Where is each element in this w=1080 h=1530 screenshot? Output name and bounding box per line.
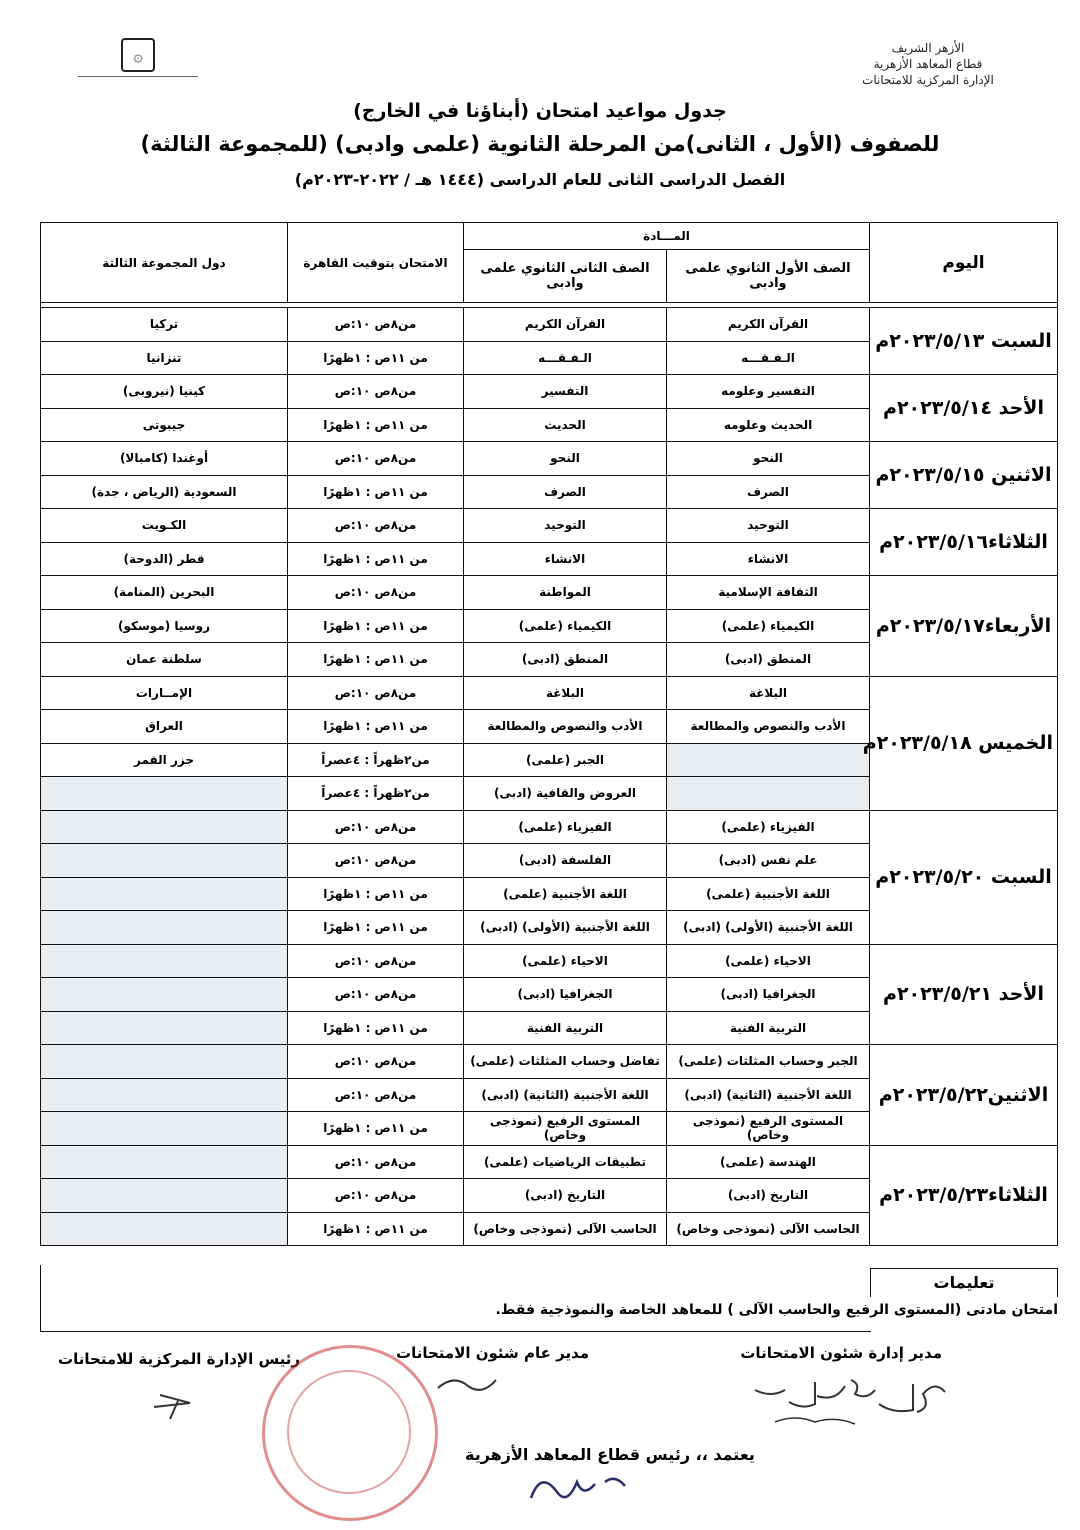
country-cell bbox=[41, 844, 288, 878]
grade2-subject-cell: الحاسب الآلى (نموذجى وخاص) bbox=[464, 1212, 667, 1246]
grade2-subject-cell: التاريخ (ادبى) bbox=[464, 1179, 667, 1213]
day-cell: الأحد ٢٠٢٣/٥/١٤م bbox=[870, 375, 1058, 442]
grade1-subject-cell: الجبر وحساب المثلثات (علمى) bbox=[667, 1045, 870, 1079]
country-cell bbox=[41, 1212, 288, 1246]
grade2-subject-cell: التفسير bbox=[464, 375, 667, 409]
country-cell: قطر (الدوحة) bbox=[41, 542, 288, 576]
handwritten-signature-name bbox=[735, 1372, 965, 1432]
time-cell: من ١١ص : ١ظهرًا bbox=[288, 877, 464, 911]
time-cell: من٨ص ١٠:ص bbox=[288, 375, 464, 409]
time-cell: من ١١ص : ١ظهرًا bbox=[288, 341, 464, 375]
org-line-sector: قطاع المعاهد الأزهرية bbox=[873, 57, 983, 71]
table-row bbox=[41, 509, 1058, 543]
country-cell: الكـويت bbox=[41, 509, 288, 543]
country-cell bbox=[41, 944, 288, 978]
grade1-subject-cell: القرآن الكريم bbox=[667, 308, 870, 342]
grade2-subject-cell: اللغة الأجنبية (الثانية) (ادبى) bbox=[464, 1078, 667, 1112]
grade2-subject-cell: الأدب والنصوص والمطالعة bbox=[464, 710, 667, 744]
grade2-subject-cell: الاحياء (علمى) bbox=[464, 944, 667, 978]
grade2-subject-cell: المواطنة bbox=[464, 576, 667, 610]
instructions-text: امتحان مادتى (المستوى الرفيع والحاسب الآلى ) للمعاهد الخاصة والنموذجية فقط. bbox=[495, 1302, 1058, 1318]
time-cell: من ١١ص : ١ظهرًا bbox=[288, 1112, 464, 1146]
time-cell: من ١١ص : ١ظهرًا bbox=[288, 1011, 464, 1045]
time-cell: من٨ص ١٠:ص bbox=[288, 676, 464, 710]
grade2-subject-cell: اللغة الأجنبية (الأولى) (ادبى) bbox=[464, 911, 667, 945]
grade2-subject-cell: الجغرافيا (ادبى) bbox=[464, 978, 667, 1012]
instructions-title: تعليمات bbox=[870, 1268, 1058, 1297]
title-main: جدول مواعيد امتحان (أبناؤنا في الخارج) bbox=[353, 100, 727, 122]
grade2-subject-cell: الـفـقـــه bbox=[464, 341, 667, 375]
country-cell: جيبوتى bbox=[41, 408, 288, 442]
grade2-subject-cell: التوحيد bbox=[464, 509, 667, 543]
table-row bbox=[41, 442, 1058, 476]
country-cell: العراق bbox=[41, 710, 288, 744]
grade1-subject-cell: الأدب والنصوص والمطالعة bbox=[667, 710, 870, 744]
country-cell: كينيا (نيروبى) bbox=[41, 375, 288, 409]
time-cell: من ١١ص : ١ظهرًا bbox=[288, 1212, 464, 1246]
day-cell: السبت ٢٠٢٣/٥/٢٠م bbox=[870, 810, 1058, 944]
azhar-logo bbox=[78, 38, 198, 87]
title-grades: للصفوف (الأول ، الثانى)من المرحلة الثانوية (علمى وادبى) (للمجموعة الثالثة) bbox=[140, 132, 940, 156]
country-cell bbox=[41, 978, 288, 1012]
grade1-subject-cell: الاحياء (علمى) bbox=[667, 944, 870, 978]
grade2-subject-cell: الجبر (علمى) bbox=[464, 743, 667, 777]
grade1-subject-cell: التوحيد bbox=[667, 509, 870, 543]
grade1-subject-cell: التفسير وعلومه bbox=[667, 375, 870, 409]
official-stamp bbox=[262, 1345, 438, 1521]
grade1-subject-cell: اللغة الأجنبية (علمى) bbox=[667, 877, 870, 911]
country-cell: تنزانيا bbox=[41, 341, 288, 375]
grade1-subject-cell: الفيزياء (علمى) bbox=[667, 810, 870, 844]
grade2-subject-cell: الكيمياء (علمى) bbox=[464, 609, 667, 643]
grade2-subject-cell: الحديث bbox=[464, 408, 667, 442]
header-grade2: الصف الثانى الثانوي علمى وادبى bbox=[464, 250, 667, 303]
grade2-subject-cell: العروض والقافية (ادبى) bbox=[464, 777, 667, 811]
day-cell: الأربعاء٢٠٢٣/٥/١٧م bbox=[870, 576, 1058, 677]
time-cell: من٢ظهراً : ٤عصراً bbox=[288, 777, 464, 811]
time-cell: من٨ص ١٠:ص bbox=[288, 1179, 464, 1213]
country-cell: البحرين (المنامة) bbox=[41, 576, 288, 610]
title-term: الفصل الدراسى الثانى للعام الدراسى (١٤٤٤ هـ / ٢٠٢٢-٢٠٢٣م) bbox=[294, 170, 786, 189]
grade2-subject-cell: النحو bbox=[464, 442, 667, 476]
org-line-azhar: الأزهر الشريف bbox=[891, 41, 965, 55]
grade1-subject-cell: الصرف bbox=[667, 475, 870, 509]
grade2-subject-cell: التربية الفنية bbox=[464, 1011, 667, 1045]
country-cell: جزر القمر bbox=[41, 743, 288, 777]
document-titles bbox=[0, 100, 1080, 189]
signature-approval: يعتمد ،، رئيس قطاع المعاهد الأزهرية bbox=[465, 1445, 755, 1464]
time-cell: من٨ص ١٠:ص bbox=[288, 810, 464, 844]
signature-scribble-middle bbox=[430, 1370, 500, 1400]
table-row bbox=[41, 1145, 1058, 1179]
time-cell: من٨ص ١٠:ص bbox=[288, 1045, 464, 1079]
grade1-subject-cell bbox=[667, 743, 870, 777]
time-cell: من ١١ص : ١ظهرًا bbox=[288, 475, 464, 509]
country-cell: تركيا bbox=[41, 308, 288, 342]
time-cell: من٢ظهراً : ٤عصراً bbox=[288, 743, 464, 777]
grade1-subject-cell: الـفـقـــه bbox=[667, 341, 870, 375]
country-cell bbox=[41, 1045, 288, 1079]
country-cell bbox=[41, 911, 288, 945]
signature-general-director: مدير عام شئون الامتحانات bbox=[396, 1344, 590, 1362]
header-subject: المـــادة bbox=[464, 223, 870, 250]
country-cell: روسيا (موسكو) bbox=[41, 609, 288, 643]
time-cell: من٨ص ١٠:ص bbox=[288, 308, 464, 342]
grade1-subject-cell: اللغة الأجنبية (الأولى) (ادبى) bbox=[667, 911, 870, 945]
time-cell: من٨ص ١٠:ص bbox=[288, 978, 464, 1012]
country-cell bbox=[41, 1011, 288, 1045]
header-countries: دول المجموعة الثالثة bbox=[41, 223, 288, 303]
time-cell: من٨ص ١٠:ص bbox=[288, 1078, 464, 1112]
time-cell: من٨ص ١٠:ص bbox=[288, 1145, 464, 1179]
table-row bbox=[41, 944, 1058, 978]
country-cell: سلطنة عمان bbox=[41, 643, 288, 677]
day-cell: السبت ٢٠٢٣/٥/١٣م bbox=[870, 308, 1058, 375]
grade2-subject-cell: الفيزياء (علمى) bbox=[464, 810, 667, 844]
day-cell: الثلاثاء٢٠٢٣/٥/٢٣م bbox=[870, 1145, 1058, 1246]
stamp-inner-ring bbox=[287, 1370, 411, 1494]
day-cell: الاثنين ٢٠٢٣/٥/١٥م bbox=[870, 442, 1058, 509]
country-cell bbox=[41, 810, 288, 844]
azhar-emblem-icon: ۞ bbox=[121, 38, 155, 72]
time-cell: من٨ص ١٠:ص bbox=[288, 442, 464, 476]
grade1-subject-cell: الثقافة الإسلامية bbox=[667, 576, 870, 610]
time-cell: من ١١ص : ١ظهرًا bbox=[288, 911, 464, 945]
country-cell bbox=[41, 1112, 288, 1146]
table-row bbox=[41, 308, 1058, 342]
time-cell: من ١١ص : ١ظهرًا bbox=[288, 710, 464, 744]
country-cell: أوغندا (كامبالا) bbox=[41, 442, 288, 476]
country-cell: السعودية (الرياض ، جدة) bbox=[41, 475, 288, 509]
time-cell: من ١١ص : ١ظهرًا bbox=[288, 408, 464, 442]
logo-caption-line bbox=[78, 76, 198, 87]
country-cell bbox=[41, 1145, 288, 1179]
time-cell: من ١١ص : ١ظهرًا bbox=[288, 643, 464, 677]
org-header bbox=[828, 40, 1028, 88]
signature-scribble-left bbox=[140, 1385, 210, 1425]
table-row bbox=[41, 1045, 1058, 1079]
country-cell bbox=[41, 1179, 288, 1213]
grade1-subject-cell: الهندسة (علمى) bbox=[667, 1145, 870, 1179]
grade2-subject-cell: الصرف bbox=[464, 475, 667, 509]
time-cell: من ١١ص : ١ظهرًا bbox=[288, 542, 464, 576]
grade2-subject-cell: تفاضل وحساب المثلثات (علمى) bbox=[464, 1045, 667, 1079]
day-cell: الأحد ٢٠٢٣/٥/٢١م bbox=[870, 944, 1058, 1045]
day-cell: الثلاثاء٢٠٢٣/٥/١٦م bbox=[870, 509, 1058, 576]
grade2-subject-cell: تطبيقات الرياضيات (علمى) bbox=[464, 1145, 667, 1179]
country-cell: الإمــارات bbox=[41, 676, 288, 710]
grade1-subject-cell: البلاغة bbox=[667, 676, 870, 710]
grade1-subject-cell: الحاسب الآلى (نموذجى وخاص) bbox=[667, 1212, 870, 1246]
grade1-subject-cell: اللغة الأجنبية (الثانية) (ادبى) bbox=[667, 1078, 870, 1112]
country-cell bbox=[41, 1078, 288, 1112]
grade1-subject-cell: الكيمياء (علمى) bbox=[667, 609, 870, 643]
grade1-subject-cell: علم نفس (ادبى) bbox=[667, 844, 870, 878]
time-cell: من٨ص ١٠:ص bbox=[288, 944, 464, 978]
grade1-subject-cell bbox=[667, 777, 870, 811]
grade2-subject-cell: البلاغة bbox=[464, 676, 667, 710]
table-row bbox=[41, 810, 1058, 844]
header-time: الامتحان بتوقيت القاهرة bbox=[288, 223, 464, 303]
signature-scribble-bottom bbox=[525, 1462, 635, 1512]
header-day: اليوم bbox=[870, 223, 1058, 303]
grade1-subject-cell: المنطق (ادبى) bbox=[667, 643, 870, 677]
grade2-subject-cell: المنطق (ادبى) bbox=[464, 643, 667, 677]
time-cell: من٨ص ١٠:ص bbox=[288, 509, 464, 543]
grade2-subject-cell: القرآن الكريم bbox=[464, 308, 667, 342]
table-row bbox=[41, 676, 1058, 710]
grade1-subject-cell: التاريخ (ادبى) bbox=[667, 1179, 870, 1213]
grade2-subject-cell: الفلسفة (ادبى) bbox=[464, 844, 667, 878]
country-cell bbox=[41, 877, 288, 911]
grade1-subject-cell: الحديث وعلومه bbox=[667, 408, 870, 442]
instructions-box bbox=[40, 1265, 871, 1332]
signature-exam-affairs-director: مدير إدارة شئون الامتحانات bbox=[740, 1344, 942, 1362]
grade2-subject-cell: المستوى الرفيع (نموذجى وخاص) bbox=[464, 1112, 667, 1146]
time-cell: من ١١ص : ١ظهرًا bbox=[288, 609, 464, 643]
grade1-subject-cell: المستوى الرفيع (نموذجى وخاص) bbox=[667, 1112, 870, 1146]
grade1-subject-cell: الجغرافيا (ادبى) bbox=[667, 978, 870, 1012]
grade1-subject-cell: الانشاء bbox=[667, 542, 870, 576]
header-grade1: الصف الأول الثانوي علمى وادبى bbox=[667, 250, 870, 303]
signature-central-admin-head: رئيس الإدارة المركزية للامتحانات bbox=[58, 1350, 301, 1368]
day-cell: الخميس ٢٠٢٣/٥/١٨م bbox=[870, 676, 1058, 810]
table-row bbox=[41, 576, 1058, 610]
country-cell bbox=[41, 777, 288, 811]
table-row bbox=[41, 375, 1058, 409]
grade1-subject-cell: التربية الفنية bbox=[667, 1011, 870, 1045]
grade2-subject-cell: اللغة الأجنبية (علمى) bbox=[464, 877, 667, 911]
day-cell: الاثنين٢٠٢٣/٥/٢٢م bbox=[870, 1045, 1058, 1146]
exam-schedule-table bbox=[40, 222, 1057, 1246]
time-cell: من٨ص ١٠:ص bbox=[288, 576, 464, 610]
time-cell: من٨ص ١٠:ص bbox=[288, 844, 464, 878]
grade2-subject-cell: الانشاء bbox=[464, 542, 667, 576]
org-line-central-admin: الإدارة المركزية للامتحانات bbox=[862, 73, 994, 87]
grade1-subject-cell: النحو bbox=[667, 442, 870, 476]
